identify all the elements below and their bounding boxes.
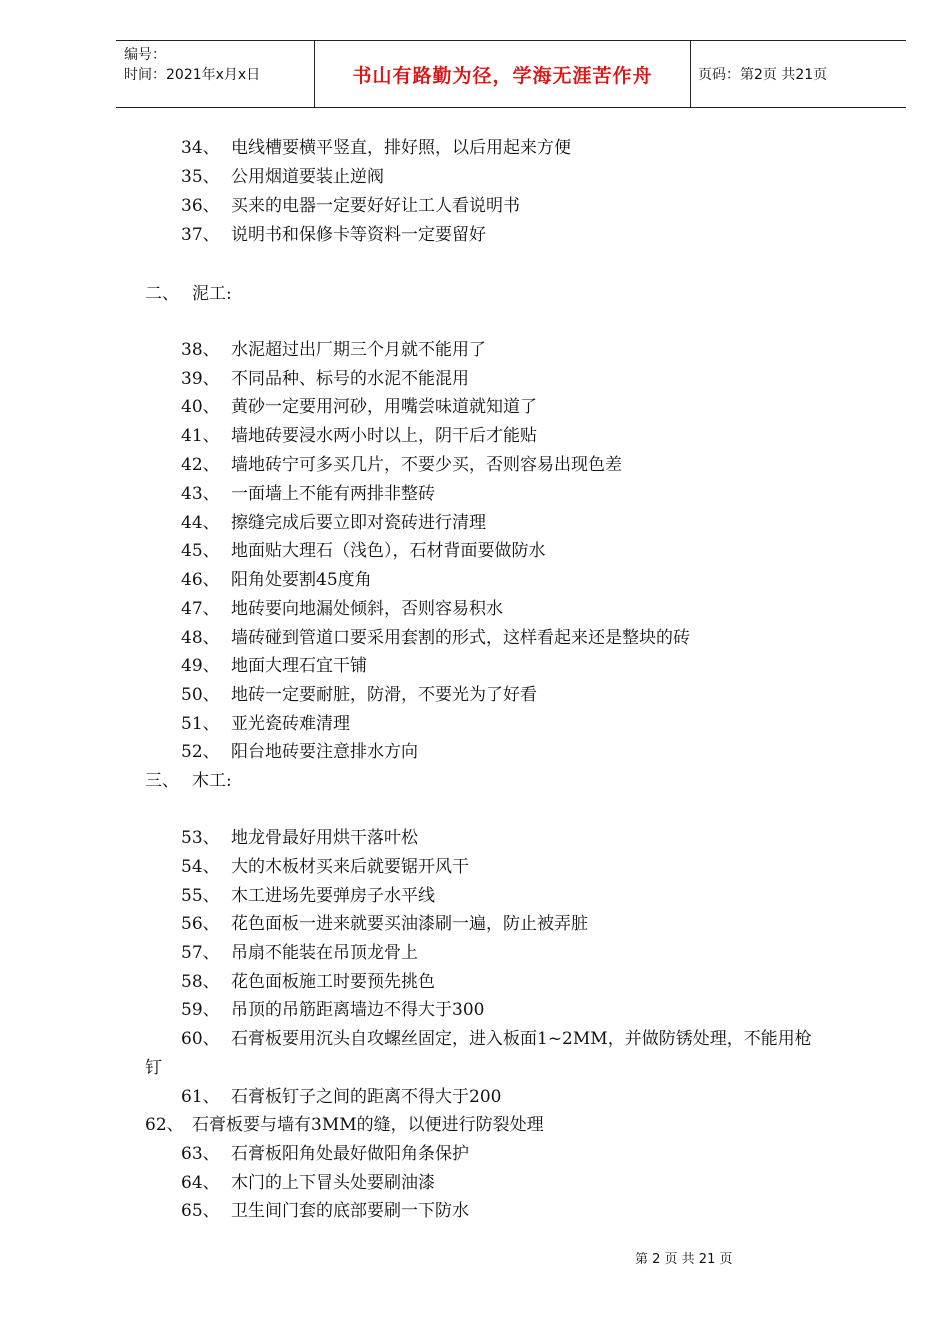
- page-header: [116, 40, 906, 108]
- header-motto: 书山有路勤为径，学海无涯苦作舟: [314, 41, 691, 107]
- header-page-info: 页码：第2页 共21页: [698, 67, 828, 83]
- header-meta: [116, 41, 314, 107]
- page-footer: 第 2 页 共 21 页: [635, 1252, 733, 1267]
- number-label: 编号：: [124, 47, 166, 63]
- time-label: 时间：2021年x月x日: [124, 67, 261, 83]
